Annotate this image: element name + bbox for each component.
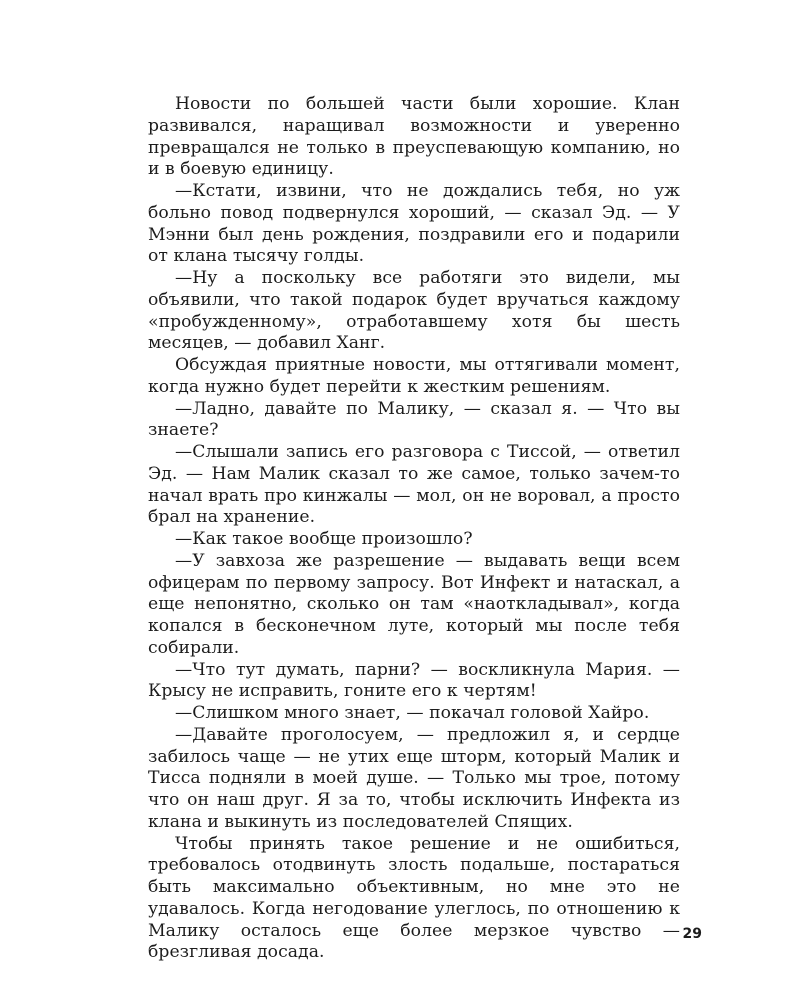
- paragraph: Новости по большей части были хорошие. Клан развивался, наращивал возможности и уверенно превращался не только в преуспевающую компанию, но и в боевую единицу.: [148, 94, 680, 180]
- paragraph: Обсуждая приятные новости, мы оттягивали момент, когда нужно будет перейти к жестким решениям.: [148, 355, 680, 397]
- paragraph: Чтобы принять такое решение и не ошибиться, требовалось отодвинуть злость подальше, постараться быть максимально объективным, но мне это не удавалось. Когда негодование улеглось, по отношению к Малику осталось еще более мерзкое чувство — брезгливая досада.: [148, 833, 680, 963]
- body-text: [148, 94, 680, 964]
- paragraph: —Ладно, давайте по Малику, — сказал я. — Что вы знаете?: [148, 398, 680, 441]
- paragraph: —Давайте проголосуем, — предложил я, и сердце забилось чаще — не утих еще шторм, который Малик и Тисса подняли в моей душе. — Только мы трое, потому что он наш друг. Я за то, чтобы исключить Инфекта из клана и выкинуть из последователей Спящих.: [148, 724, 680, 832]
- paragraph: —Ну а поскольку все работяги это видели, мы объявили, что такой подарок будет вручаться каждому «пробужденному», отработавшему хотя бы шесть месяцев, — добавил Ханг.: [148, 268, 680, 354]
- paragraph: —Слышали запись его разговора с Тиссой, — ответил Эд. — Нам Малик сказал то же самое, только зачем-то начал врать про кинжалы — мол, он не воровал, а просто брал на хранение.: [148, 442, 680, 528]
- page-number: 29: [682, 926, 702, 942]
- paragraph: —Что тут думать, парни? — воскликнула Мария. — Крысу не исправить, гоните его к чертям!: [148, 659, 680, 702]
- paragraph: —Слишком много знает, — покачал головой Хайро.: [175, 703, 650, 723]
- paragraph: —Кстати, извини, что не дождались тебя, но уж больно повод подвернулся хороший, — сказал Эд. — У Мэнни был день рождения, поздравили его и подарили от клана тысячу голды.: [148, 181, 680, 267]
- paragraph: —У завхоза же разрешение — выдавать вещи всем офицерам по первому запросу. Вот Инфект и натаскал, а еще непонятно, сколько он там «наоткладывал», когда копался в бесконечном луте, который мы после тебя собирали.: [148, 550, 680, 658]
- paragraph: —Как такое вообще произошло?: [175, 529, 473, 549]
